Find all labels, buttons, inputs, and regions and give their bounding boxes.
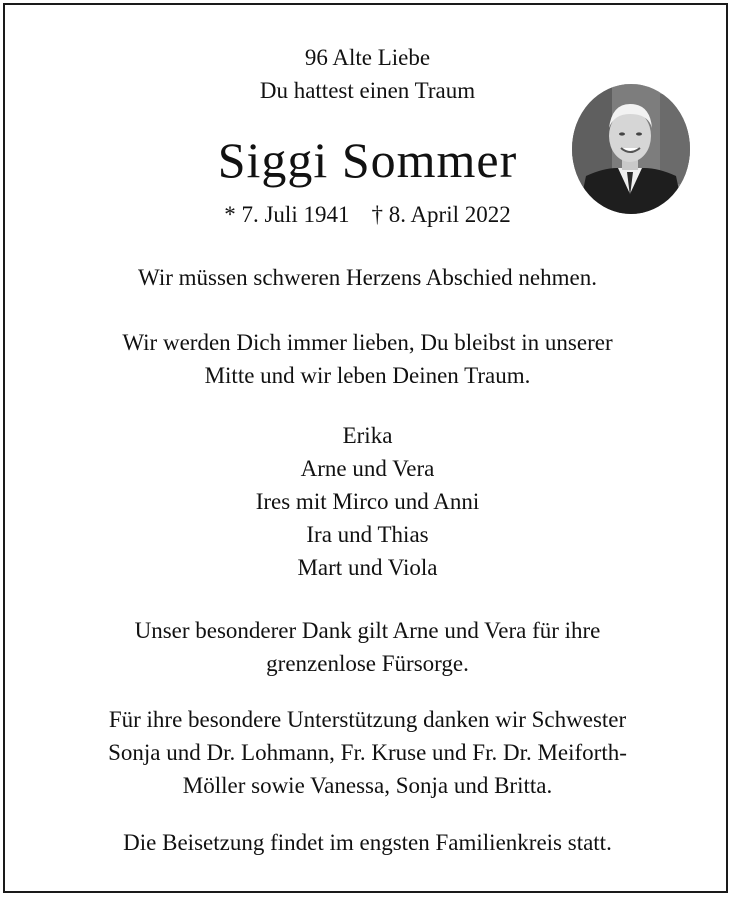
birth-date: * 7. Juli 1941 [224,202,350,227]
motto-line-1: 96 Alte Liebe [304,45,431,70]
motto-line-2: Du hattest einen Traum [259,78,476,103]
family-member: Erika [342,423,393,448]
deceased-name: Siggi Sommer [217,132,518,188]
support-line-1: Für ihre besondere Unterstützung danken wir Schwester [108,707,627,732]
portrait-photo [572,84,690,214]
support-line-3: Möller sowie Vanessa, Sonja und Britta. [182,773,553,798]
burial-text: Die Beisetzung findet im engsten Familienkreis statt. [123,830,612,855]
love-line-1: Wir werden Dich immer lieben, Du bleibst in unserer [122,330,613,355]
love-line-2: Mitte und wir leben Deinen Traum. [204,363,531,388]
family-member: Ires mit Mirco und Anni [255,489,480,514]
thanks-line-2: grenzenlose Fürsorge. [266,651,469,676]
family-member: Mart und Viola [297,555,438,580]
death-date: † 8. April 2022 [371,202,511,227]
farewell-text: Wir müssen schweren Herzens Abschied nehmen. [138,265,597,290]
thanks-line-1: Unser besonderer Dank gilt Arne und Vera für ihre [134,618,601,643]
family-member: Ira und Thias [306,522,429,547]
family-member: Arne und Vera [300,456,435,481]
support-line-2: Sonja und Dr. Lohmann, Fr. Kruse und Fr. Dr. Meiforth- [108,740,627,765]
